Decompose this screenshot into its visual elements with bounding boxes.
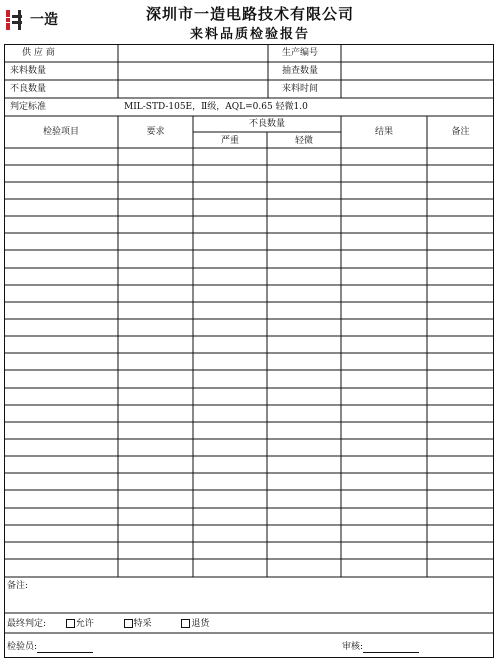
return-label: 退货 xyxy=(191,619,210,629)
inspector-signature-field[interactable] xyxy=(37,643,93,653)
special-checkbox[interactable] xyxy=(124,619,133,628)
return-checkbox[interactable] xyxy=(181,619,190,628)
reviewer-signature-field[interactable] xyxy=(363,643,419,653)
label-defect-qty: 不良数量 xyxy=(10,84,47,94)
inspector-label: 检验员: xyxy=(7,642,38,652)
final-judgement-label: 最终判定: xyxy=(7,619,47,629)
logo-text: 一造 xyxy=(30,12,58,28)
final-judgement-row xyxy=(7,618,209,630)
label-criteria: 判定标准 xyxy=(10,102,47,112)
inspector-row xyxy=(7,641,93,653)
reviewer-row xyxy=(342,641,419,653)
report-title: 来料品质检验报告 xyxy=(189,27,310,42)
label-sample-qty: 抽查数量 xyxy=(282,66,319,76)
col-minor: 轻微 xyxy=(294,136,313,146)
col-result: 结果 xyxy=(374,127,393,137)
col-defect-qty: 不良数量 xyxy=(248,119,285,129)
col-remark: 备注 xyxy=(451,127,470,137)
allow-checkbox[interactable] xyxy=(66,619,75,628)
report-header xyxy=(0,0,500,44)
col-severe: 严重 xyxy=(220,136,239,146)
allow-label: 允许 xyxy=(75,619,94,629)
label-supplier: 供 应 商 xyxy=(22,48,55,58)
criteria-value: MIL-STD-105E，Ⅱ级，AQL=0.65 轻微1.0 xyxy=(124,102,308,112)
remarks-label: 备注: xyxy=(7,581,29,591)
col-inspection-item: 检验项目 xyxy=(42,127,79,137)
company-name: 深圳市一造电路技术有限公司 xyxy=(145,5,354,23)
special-label: 特采 xyxy=(133,619,152,629)
label-production-no: 生产编号 xyxy=(282,48,319,58)
reviewer-label: 审核: xyxy=(342,642,364,652)
label-incoming-time: 来料时间 xyxy=(282,84,319,94)
col-requirement: 要求 xyxy=(146,127,165,137)
report-form xyxy=(4,44,494,658)
label-incoming-qty: 来料数量 xyxy=(10,66,47,76)
